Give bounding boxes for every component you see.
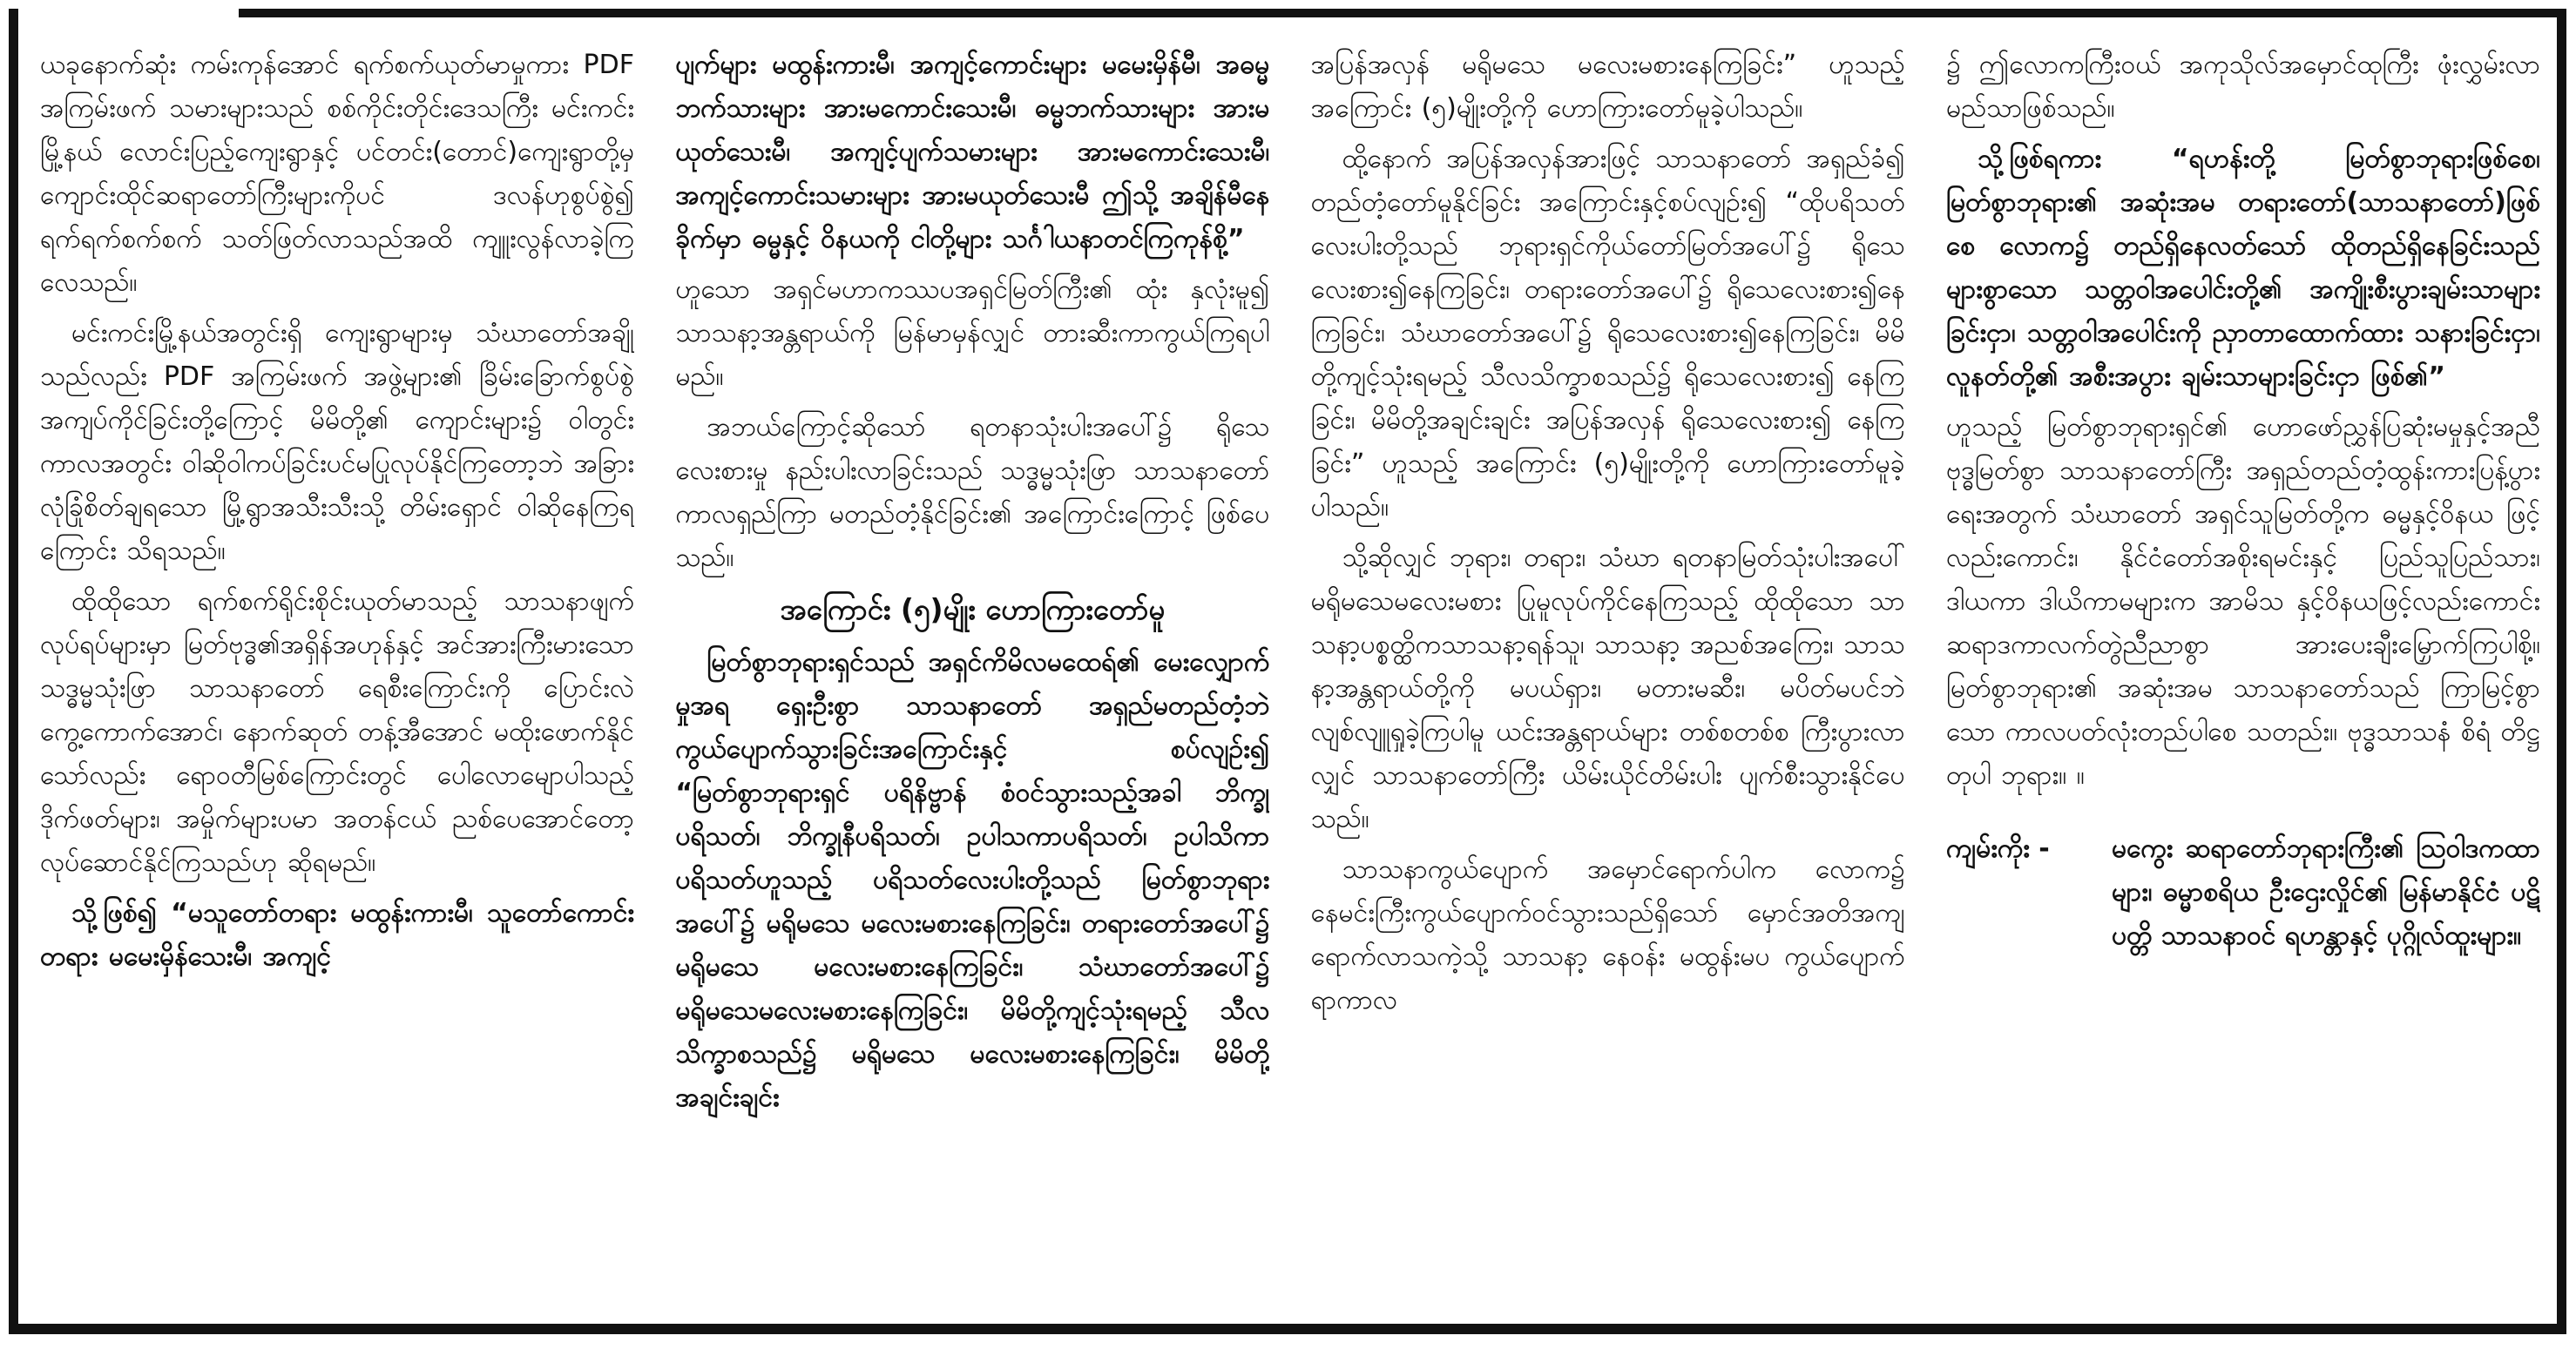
quote-continued: ပျက်များ မထွန်းကားမီ၊ အကျင့်ကောင်းများ မမေးမှိန်မီ၊ အဓမ္မဘက်သားများ အားမကောင်းသေးမီ၊ ဓမ္မဘက်သားများ အားမယုတ်သေးမီ၊ အကျင့်ပျက်သမားများ အားမကောင်းသေးမီ၊ အကျင့်ကောင်းသမားများ အားမယုတ်သေးမီ ဤသို့ အချိန်မီနေခိုက်မှာ ဓမ္မနှင့် ဝိနယကို ငါတို့များ သင်္ဂါယနာတင်ကြကုန်စို့” (675, 50, 1270, 254)
column-4 (1946, 44, 2540, 1324)
paragraph: ထို့နောက် အပြန်အလှန်အားဖြင့် သာသနာတော် အရှည်ခံ၍ တည်တံ့တော်မူနိုင်ခြင်း အကြောင်းနှင့်စပ်လျဉ်း၍ “ထိုပရိသတ်လေးပါးတို့သည် ဘုရားရှင်ကိုယ်တော်မြတ်အပေါ်၌ ရိုသေလေးစား၍နေကြခြင်း၊ တရားတော်အပေါ်၌ ရိုသေလေးစား၍နေကြခြင်း၊ သံဃာတော်အပေါ်၌ ရိုသေလေးစား၍နေကြခြင်း၊ မိမိတို့ကျင့်သုံးရမည့် သီလသိက္ခာစသည်၌ ရိုသေလေးစား၍ နေကြခြင်း၊ မိမိတို့အချင်းချင်း အပြန်အလှန် ရိုသေလေးစား၍ နေကြခြင်း” ဟူသည့် အကြောင်း (၅)မျိုးတို့ကို ဟောကြားတော်မူခဲ့ပါသည်။ (1310, 144, 1905, 523)
paragraph: ယခုနောက်ဆုံး ကမ်းကုန်အောင် ရက်စက်ယုတ်မာမှုကား PDF အကြမ်းဖက် သမားများသည် စစ်ကိုင်းတိုင်းဒေသကြီး မင်းကင်းမြို့နယ် လောင်းပြည့်ကျေးရွာနှင့် ပင်တင်း(တောင်)ကျေးရွာတို့မှ ကျောင်းထိုင်ဆရာတော်ကြီးများကိုပင် ဒလန်ဟုစွပ်စွဲ၍ ရက်ရက်စက်စက် သတ်ဖြတ်လာသည်အထိ ကျူးလွန်လာခဲ့ကြလေသည်။ (40, 50, 634, 298)
paragraph: ဟူသော အရှင်မဟာကဿပအရှင်မြတ်ကြီး၏ ထုံး နှလုံးမူ၍ သာသနာ့အန္တရာယ်ကို မြန်မာမှန်လျှင် တားဆီးကာကွယ်ကြရပါမည်။ (675, 274, 1270, 392)
column-3 (1311, 44, 1905, 1324)
paragraph: သာသနာကွယ်ပျောက် အမှောင်ရောက်ပါက လောက၌ နေမင်းကြီးကွယ်ပျောက်ဝင်သွားသည်ရှိသော် မှောင်အတိအကျရောက်လာသကဲ့သို့ သာသနာ့ နေဝန်း မထွန်းမပ ကွယ်ပျောက်ရာကာလ (1310, 854, 1905, 1015)
paragraph: အပြန်အလှန် မရိုမသေ မလေးမစားနေကြခြင်း” ဟူသည့် အကြောင်း (၅)မျိုးတို့ကို ဟောကြားတော်မူခဲ့ပါသည်။ (1310, 50, 1905, 124)
paragraph: မြတ်စွာဘုရားရှင်သည် အရှင်ကိမိလမထေရ်၏ မေးလျှောက်မှုအရ ရှေးဦးစွာ သာသနာတော် အရှည်မတည်တံ့ဘဲ ကွယ်ပျောက်သွားခြင်းအကြောင်းနှင့် စပ်လျဉ်း၍ “မြတ်စွာဘုရားရှင် ပရိနိဗ္ဗာန် စံဝင်သွားသည့်အခါ ဘိက္ခုပရိသတ်၊ ဘိက္ခုနီပရိသတ်၊ ဥပါသကာပရိသတ်၊ ဥပါသိကာပရိသတ်ဟူသည့် ပရိသတ်လေးပါးတို့သည် မြတ်စွာဘုရားအပေါ်၌ မရိုမသေ မလေးမစားနေကြခြင်း၊ တရားတော်အပေါ်၌ မရိုမသေ မလေးမစားနေကြခြင်း၊ သံဃာတော်အပေါ်၌ မရိုမသေမလေးမစားနေကြခြင်း၊ မိမိတို့ကျင့်သုံးရမည့် သီလသိက္ခာစသည်၌ မရိုမသေ မလေးမစားနေကြခြင်း၊ မိမိတို့အချင်းချင်း (675, 647, 1270, 1113)
references-block (1946, 827, 2540, 958)
quote-paragraph: သို့ဖြစ်ရကား “ရဟန်းတို့ မြတ်စွာဘုရားဖြစ်စေ၊ မြတ်စွာဘုရား၏ အဆုံးအမ တရားတော်(သာသနာတော်)ဖြစ်စေ လောက၌ တည်ရှိနေလတ်သော် ထိုတည်ရှိနေခြင်းသည် များစွာသော သတ္တဝါအပေါင်းတို့၏ အကျိုးစီးပွားချမ်းသာများခြင်းငှာ၊ သတ္တဝါအပေါင်းကို ညှာတာထောက်ထား သနားခြင်းငှာ၊ လူနတ်တို့၏ အစီးအပွား ချမ်းသာများခြင်းငှာ ဖြစ်၏” (1945, 144, 2540, 392)
paragraph: ထိုထိုသော ရက်စက်ရိုင်းစိုင်းယုတ်မာသည့် သာသနာဖျက်လုပ်ရပ်များမှာ မြတ်ဗုဒ္ဓ၏အရှိန်အဟုန်နှင့် အင်အားကြီးမားသော သဒ္ဓမ္မသုံးဖြာ သာသနာတော် ရေစီးကြောင်းကို ပြောင်းလဲကွေ့ကောက်အောင်၊ နောက်ဆုတ် တန့်အီအောင် မထိုးဖောက်နိုင်သော်လည်း ရောဝတီမြစ်ကြောင်းတွင် ပေါလောမျောပါသည့် ဒိုက်ဖတ်များ၊ အမှိုက်များပမာ အတန်ငယ် ညစ်ပေအောင်တော့ လုပ်ဆောင်နိုင်ကြသည်ဟု ဆိုရမည်။ (40, 586, 634, 878)
section-heading: အကြောင်း (၅)မျိုး ဟောကြားတော်မူ (780, 592, 1166, 626)
right-rule (2557, 9, 2566, 1334)
paragraph: မင်းကင်းမြို့နယ်အတွင်းရှိ ကျေးရွာများမှ သံဃာတော်အချို့သည်လည်း PDF အကြမ်းဖက် အဖွဲ့များ၏ ခြိမ်းခြောက်စွပ်စွဲ အကျပ်ကိုင်ခြင်းတို့ကြောင့် မိမိတို့၏ ကျောင်းများ၌ ဝါတွင်းကာလအတွင်း ဝါဆိုဝါကပ်ခြင်းပင်မပြုလုပ်နိုင်ကြတော့ဘဲ အခြားလုံခြုံစိတ်ချရသော မြို့ရွာအသီးသီးသို့ တိမ်းရှောင် ဝါဆိုနေကြရကြောင်း သိရသည်။ (40, 318, 634, 566)
paragraph: အဘယ်ကြောင့်ဆိုသော် ရတနာသုံးပါးအပေါ်၌ ရိုသေလေးစားမှု နည်းပါးလာခြင်းသည် သဒ္ဓမ္မသုံးဖြာ သာသနာတော်ကာလရှည်ကြာ မတည်တံ့နိုင်ခြင်း၏ အကြောင်းကြောင့် ဖြစ်ပေသည်။ (675, 412, 1270, 573)
references-text: မကွေး ဆရာတော်ဘုရားကြီး၏ ဩဝါဒကထာများ၊ ဓမ္မာစရိယ ဦးဌေးလှိုင်၏ မြန်မာနိုင်ငံ ပဋိပတ္တိ သာသနာဝင် ရဟန္တာနှင့် ပုဂ္ဂိုလ်ထူးများ။ (2111, 833, 2540, 951)
article-columns (40, 44, 2540, 1324)
references-label: ကျမ်းကိုး - (1945, 833, 2050, 864)
quote-start: သို့ဖြစ်၍ “မသူတော်တရား မထွန်းကားမီ၊ သူတော်ကောင်းတရား မမေးမှိန်သေးမီ၊ အကျင့် (40, 898, 634, 972)
column-2 (675, 44, 1269, 1324)
paragraph: ၌ ဤလောကကြီးဝယ် အကုသိုလ်အမှောင်ထုကြီး ဖုံးလွှမ်းလာမည်သာဖြစ်သည်။ (1945, 50, 2540, 124)
paragraph: သို့ဆိုလျှင် ဘုရား၊ တရား၊ သံဃာ ရတနာမြတ်သုံးပါးအပေါ် မရိုမသေမလေးမစား ပြုမူလုပ်ကိုင်နေကြသည့် ထိုထိုသော သာသနာ့ပစ္စတ္ထိကသာသနာ့ရန်သူ၊ သာသနာ့ အညစ်အကြေး၊ သာသနာ့အန္တရာယ်တို့ကို မပယ်ရှား၊ မတားမဆီး၊ မပိတ်မပင်ဘဲ လျစ်လျူရှုခဲ့ကြပါမူ ယင်းအန္တရာယ်များ တစ်စတစ်စ ကြီးပွားလာလျှင် သာသနာတော်ကြီး ယိမ်းယိုင်တိမ်းပါး ပျက်စီးသွားနိုင်ပေသည်။ (1310, 543, 1905, 834)
column-1 (40, 44, 634, 1324)
top-rule (239, 9, 2566, 17)
paragraph: ဟူသည့် မြတ်စွာဘုရားရှင်၏ ဟောဖော်ညွှန်ပြဆုံးမမှုနှင့်အညီ ဗုဒ္ဓမြတ်စွာ သာသနာတော်ကြီး အရှည်တည်တံ့ထွန်းကားပြန့်ပွားရေးအတွက် သံဃာတော် အရှင်သူမြတ်တို့က ဓမ္မနှင့်ဝိနယ ဖြင့်လည်းကောင်း၊ နိုင်ငံတော်အစိုးရမင်းနှင့် ပြည်သူပြည်သား၊ ဒါယကာ ဒါယိကာမများက အာမိသ နှင့်ဝိနယဖြင့်လည်းကောင်း ဆရာဒကာလက်တွဲညီညာစွာ အားပေးချီးမြှောက်ကြပါစို့။ မြတ်စွာဘုရား၏ အဆုံးအမ သာသနာတော်သည် ကြာမြင့်စွာသော ကာလပတ်လုံးတည်ပါစေ သတည်း။ ဗုဒ္ဓသာသနံ စိရံ တိဋ္ဌတုပါ ဘုရား။ ။ (1945, 412, 2540, 791)
